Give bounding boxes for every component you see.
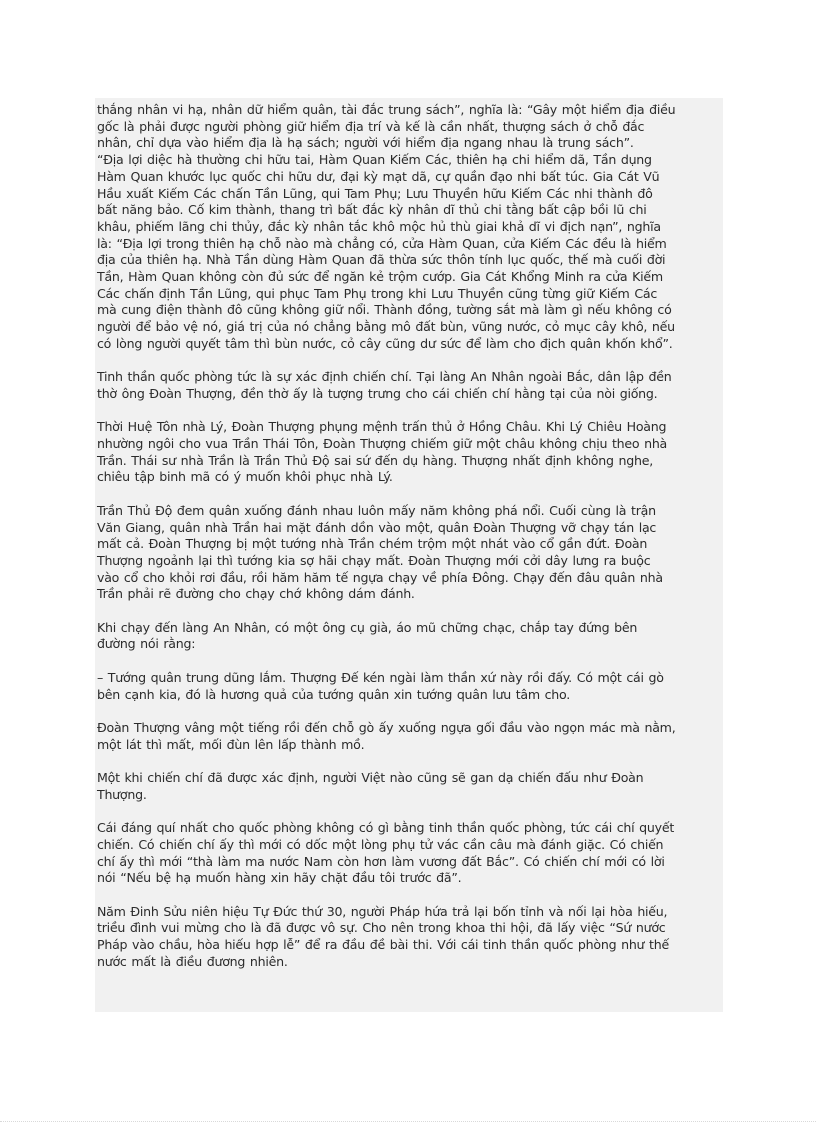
paragraph-9: Cái đáng quí nhất cho quốc phòng không có gì bằng tinh thần quốc phòng, tức cái chí quyết chiến. Có chiến chí ấy thì mới có dốc một lòng phụ tử vác cần câu mà đánh giặc. Có chiến chí ấy thì mới “thà làm ma nước Nam còn hơn làm vương đất Bắc”. Có chiến chí mới có lời nói “Nếu bệ hạ muốn hàng xin hãy chặt đầu tôi trước đã”. bbox=[97, 820, 675, 886]
paragraph-2: Tinh thần quốc phòng tức là sự xác định chiến chí. Tại làng An Nhân ngoài Bắc, dân lập đền thờ ông Đoàn Thượng, đền thờ ấy là tượng trưng cho cái chiến chí hằng tại của nòi giống. bbox=[97, 369, 672, 401]
paragraph-6: – Tướng quân trung dũng lắm. Thượng Đế kén ngài làm thần xứ này rồi đấy. Có một cái gò bên cạnh kia, đó là hương quả của tướng quân xin tướng quân lưu tâm cho. bbox=[97, 669, 664, 702]
paragraph-5: Khi chạy đến làng An Nhân, có một ông cụ già, áo mũ chững chạc, chắp tay đứng bên đường nói rằng: bbox=[97, 619, 638, 652]
page-bottom-divider bbox=[0, 1121, 816, 1122]
paragraph-8: Một khi chiến chí đã được xác định, người Việt nào cũng sẽ gan dạ chiến đấu như Đoàn Thượng. bbox=[97, 770, 644, 802]
paragraph-7: Đoàn Thượng vâng một tiếng rồi đến chỗ gò ấy xuống ngựa gối đầu vào ngọn mác mà nằm, một lát thì mất, mối đùn lên lấp thành mồ. bbox=[97, 719, 676, 752]
paragraph-10: Năm Đinh Sửu niên hiệu Tự Đức thứ 30, người Pháp hứa trả lại bốn tỉnh và nối lại hòa hiếu, triều đình vui mừng cho là đã được vô sự. Cho nên trong khoa thi hội, đã lấy việc “Sứ nước Pháp vào chầu, hòa hiếu hợp lễ” để ra đầu đề bài thi. Với cái tinh thần quốc phòng như thế nước mất là điều đương nhiên. bbox=[97, 903, 669, 969]
paragraph-1: thắng nhân vi hạ, nhân dữ hiểm quân, tài đắc trung sách”, nghĩa là: “Gây một hiểm địa điều gốc là phải được người phòng giữ hiểm địa trí và kế là cần nhất, thượng sách ở chỗ đắc nhân, chỉ dựa vào hiểm địa là hạ sách; người với hiểm địa ngang nhau là trung sách”. “Địa lợi diệc hà thường chi hữu tai, Hàm Quan Kiếm Các, thiên hạ chi hiểm dã, Tần dụng Hàm Quan khước lục quốc chi hữu dư, đại kỳ mạt dã, cự quần đạo nhi bất túc. Gia Cát Vũ Hầu xuất Kiếm Các chấn Tần Lũng, qui Tam Phụ; Lưu Thuyền hữu Kiếm Các nhi thành đô bất năng bảo. Cố kim thành, thang trì bất đắc kỳ nhân dĩ thủ chi tằng bất cập bồi lũ chi khâu, phiếm lãng chi thủy, đắc kỳ nhân tắc khô mộc hủ thù giai khả dĩ vi địch nạn”, nghĩa là: “Địa lợi trong thiên hạ chỗ nào mà chẳng có, cửa Hàm Quan, cửa Kiếm Các đều là hiểm địa của thiên hạ. Nhà Tần dùng Hàm Quan đã thừa sức thôn tính lục quốc, thế mà cuối đời Tần, Hàm Quan không còn đủ sức để ngăn kẻ trộm cướp. Gia Cát Khổng Minh ra cửa Kiếm Các chấn định Tần Lũng, qui phục Tam Phụ trong khi Lưu Thuyền cũng từng giữ Kiếm Các mà cung điện thành đô cũng không giữ nổi. Thành đồng, tường sắt mà làm gì nếu không có người để bảo vệ nó, giá trị của nó chẳng bằng mô đất bùn, vũng nước, cỏ mục cây khô, nếu có lòng người quyết tâm thì bùn nước, cỏ cây cũng dư sức để làm cho địch quân khốn khổ”. bbox=[97, 102, 676, 351]
paragraph-3: Thời Huệ Tôn nhà Lý, Đoàn Thượng phụng mệnh trấn thủ ở Hồng Châu. Khi Lý Chiêu Hoàng nhường ngôi cho vua Trần Thái Tôn, Đoàn Thượng chiếm giữ một châu không chịu theo nhà Trần. Thái sư nhà Trần là Trần Thủ Độ sai sứ đến dụ hàng. Thượng nhất định không nghe, chiêu tập binh mã có ý muốn khôi phục nhà Lý. bbox=[97, 419, 668, 485]
document-text-block bbox=[95, 98, 723, 1012]
paragraph-4: Trần Thủ Độ đem quân xuống đánh nhau luôn mấy năm không phá nổi. Cuối cùng là trận Văn Giang, quân nhà Trần hai mặt đánh dồn vào một, quân Đoàn Thượng vỡ chạy tán lạc mất cả. Đoàn Thượng bị một tướng nhà Trần chém trộm một nhát vào cổ gần đứt. Đoàn Thượng ngoảnh lại thì tướng kia sợ hãi chạy mất. Đoàn Thượng mới cởi dây lưng ra buộc vào cổ cho khỏi rơi đầu, rồi hăm hăm tế ngựa chạy về phía Đông. Chạy đến đâu quân nhà Trần phải rẽ đường cho chạy chớ không dám đánh. bbox=[97, 502, 663, 602]
